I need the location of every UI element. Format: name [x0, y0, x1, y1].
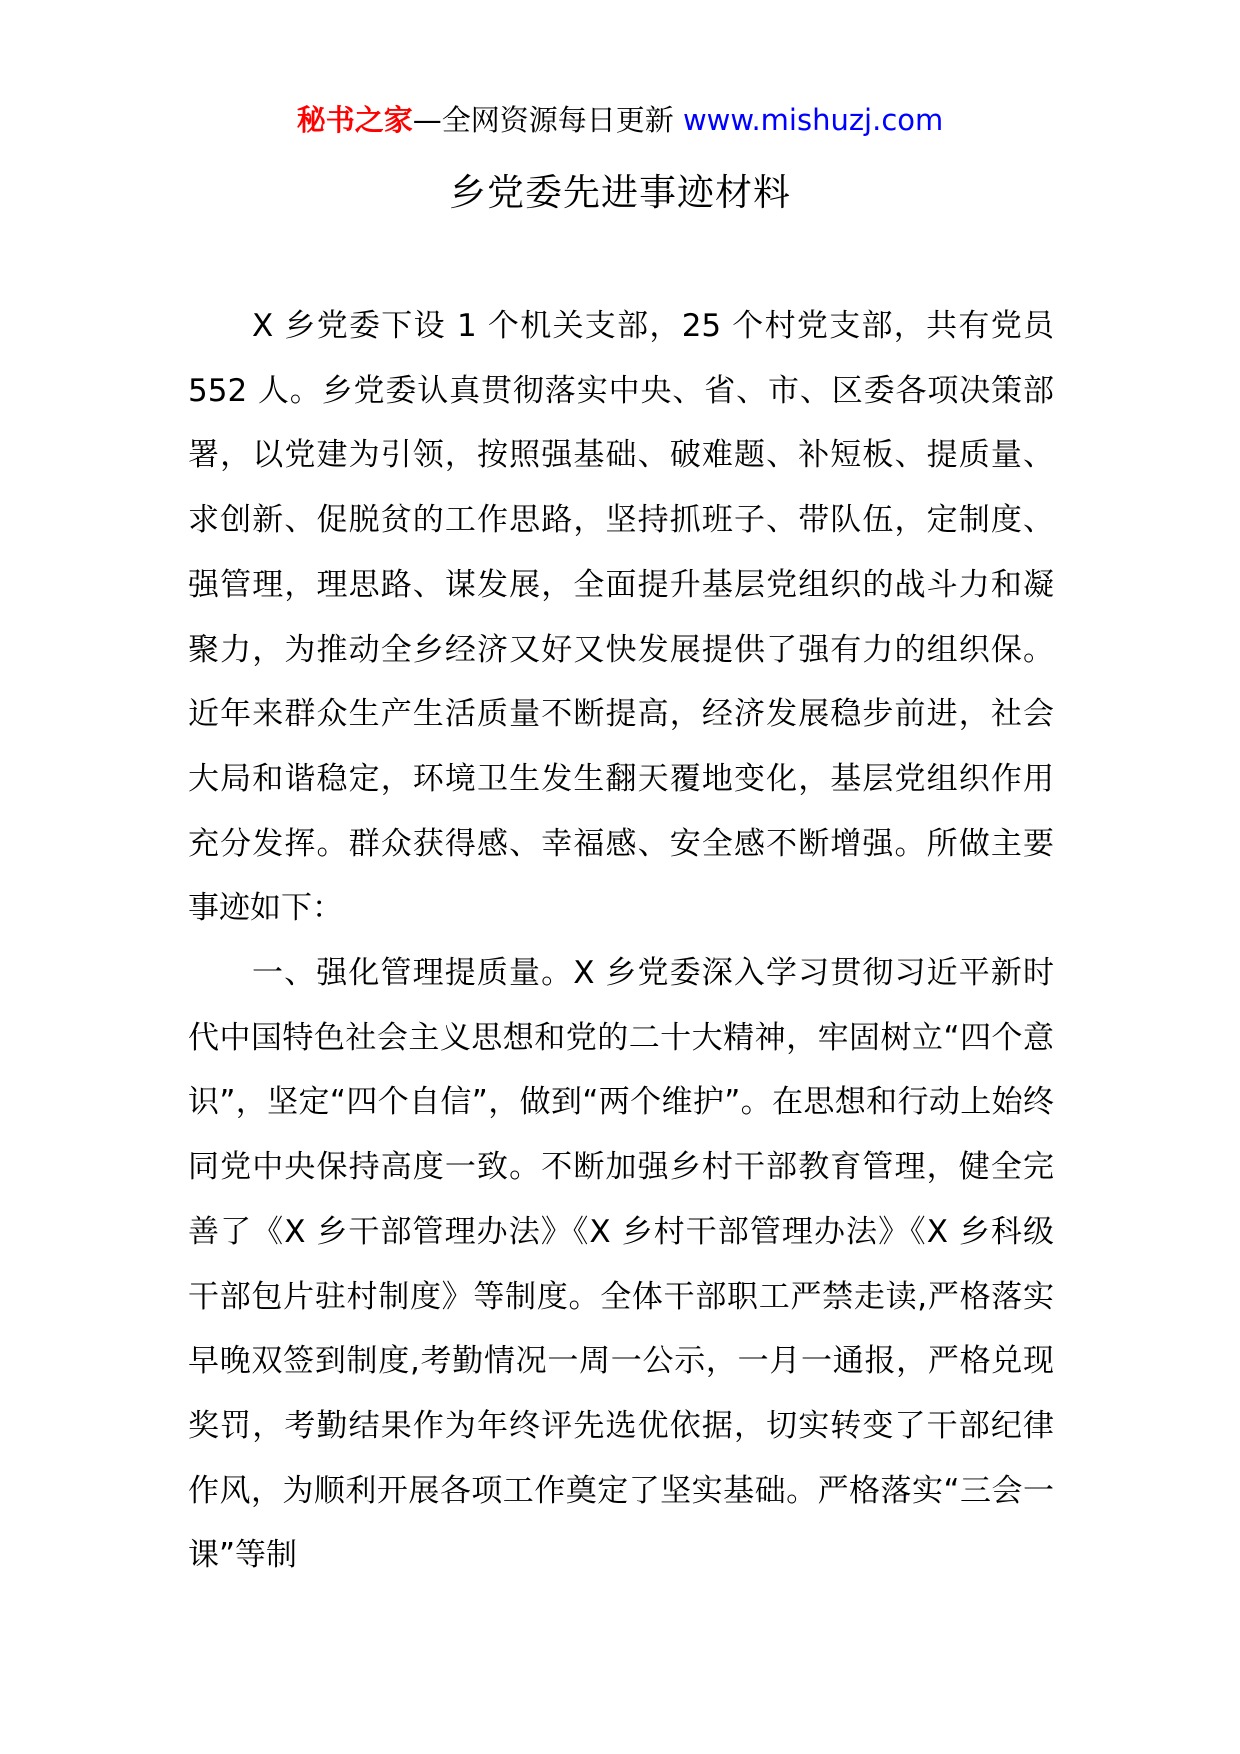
body-paragraph: 一、强化管理提质量。X 乡党委深入学习贯彻习近平新时代中国特色社会主义思想和党的二十大精神，牢固树立“四个意识”，坚定“四个自信”，做到“两个维护”。在思想和行动上始终同党中央保持高度一致。不断加强乡村干部教育管理，健全完善了《X 乡干部管理办法》《X 乡村干部管理办法》《X 乡科级干部包片驻村制度》等制度。全体干部职工严禁走读,严格落实早晚双签到制度,考勤情况一周一公示，一月一通报，严格兑现奖罚，考勤结果作为年终评先选优依据，切实转变了干部纪律作风，为顺利开展各项工作奠定了坚实基础。严格落实“三会一课”等制 [188, 955, 1054, 1574]
brand-name: 秘书之家 [296, 103, 413, 137]
site-header [0, 100, 1240, 140]
body-paragraph: X 乡党委下设 1 个机关支部，25 个村党支部，共有党员 552 人。乡党委认真贯彻落实中央、省、市、区委各项决策部署，以党建为引领，按照强基础、破难题、补短板、提质量、求创新、促脱贫的工作思路，坚持抓班子、带队伍，定制度、强管理，理思路、谋发展，全面提升基层党组织的战斗力和凝聚力，为推动全乡经济又好又快发展提供了强有力的组织保。近年来群众生产生活质量不断提高，经济发展稳步前进，社会大局和谐稳定，环境卫生发生翻天覆地变化，基层党组织作用充分发挥。群众获得感、幸福感、安全感不断增强。所做主要事迹如下： [188, 308, 1054, 927]
site-url-link[interactable]: www.mishuzj.com [682, 103, 944, 137]
document-title: 乡党委先进事迹材料 [449, 171, 791, 214]
header-tagline: —全网资源每日更新 [412, 103, 674, 137]
document-body [188, 294, 1054, 1594]
